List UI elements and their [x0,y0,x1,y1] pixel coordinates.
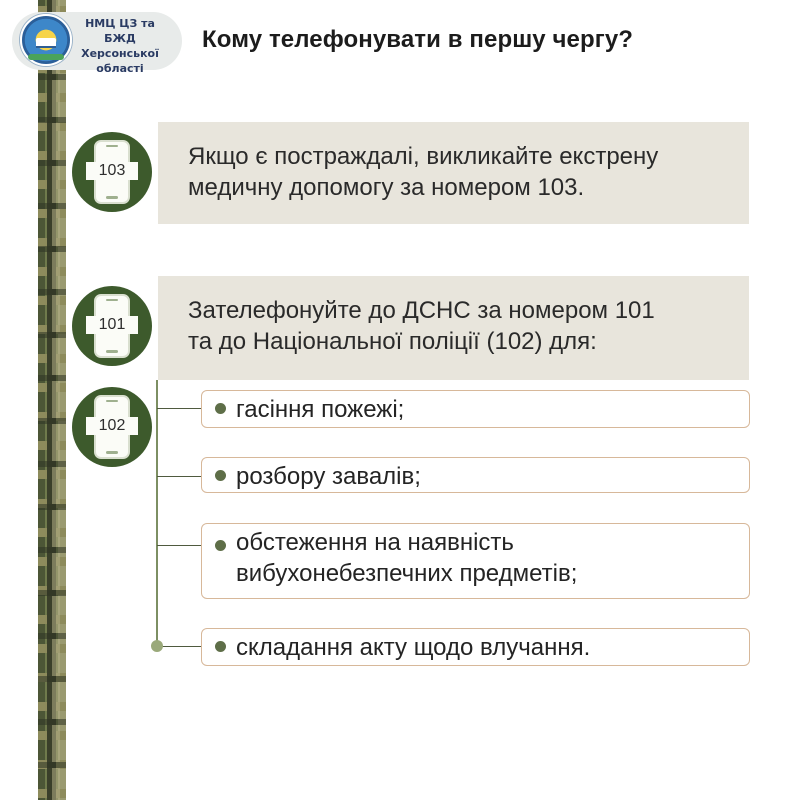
phone-101-badge [72,286,152,366]
organization-emblem-icon [20,14,72,66]
list-item-text: вибухонебезпечних предметів; [236,560,578,587]
list-item-text: гасіння пожежі; [236,396,405,423]
bullet-icon [215,540,226,551]
list-item-text: складання акту щодо влучання. [236,634,591,661]
info-box-line: медичну допомогу за номером 103. [188,174,585,201]
organization-name-line: області [96,62,144,75]
organization-name-line: Херсонської [81,47,159,60]
wreath-icon [28,54,64,60]
phone-number: 101 [86,316,138,334]
phone-103-badge [72,132,152,212]
book-icon [36,38,56,48]
phone-102-badge [72,387,152,467]
list-item [201,457,750,493]
organization-name [70,16,170,76]
info-box-line: Зателефонуйте до ДСНС за номером 101 [188,297,655,324]
list-item-text: обстеження на наявність [236,529,514,556]
list-item-text: розбору завалів; [236,463,421,490]
camouflage-stripe [38,0,66,800]
phone-number: 102 [86,417,138,435]
phone-number: 103 [86,162,138,180]
ambulance-info-box [158,122,749,224]
bullet-icon [215,470,226,481]
bullet-icon [215,641,226,652]
emergency-service-info-box [158,276,749,380]
list-item [201,628,750,666]
list-item [201,523,750,599]
connector-end-dot [151,640,163,652]
info-box-line: та до Національної поліції (102) для: [188,328,597,355]
organization-name-line: НМЦ ЦЗ та БЖД [85,17,155,45]
bullet-icon [215,403,226,414]
list-item [201,390,750,428]
connector-line [156,380,158,646]
info-box-line: Якщо є постраждалі, викликайте екстрену [188,143,659,170]
page-title: Кому телефонувати в першу чергу? [202,26,634,53]
